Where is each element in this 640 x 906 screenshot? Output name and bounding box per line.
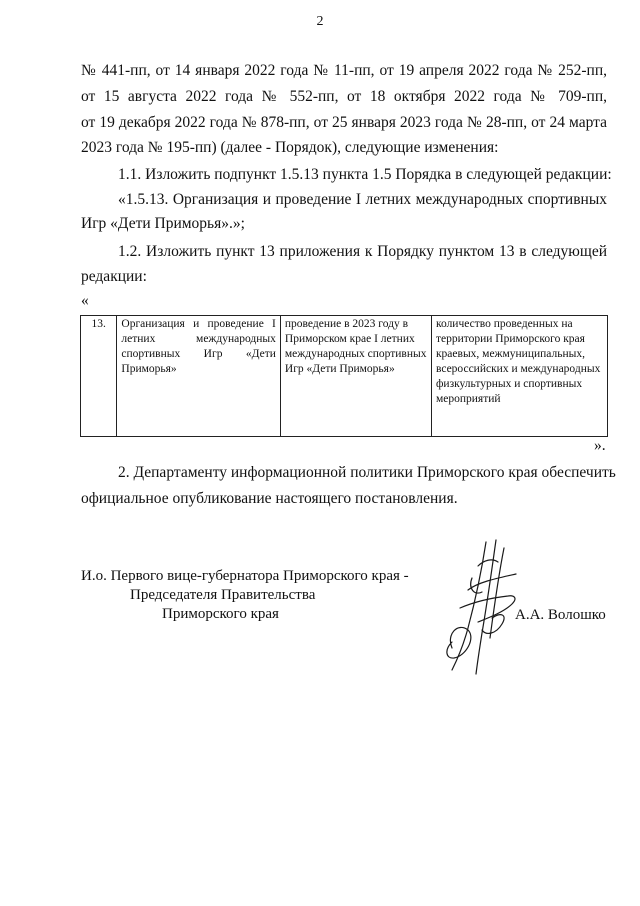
appendix-table: [80, 315, 608, 437]
body-line-3: от 19 декабря 2022 года № 878-пп, от 25 января 2023 года № 28-пп, от 24 марта: [81, 114, 607, 131]
item-2-line-1: 2. Департаменту информационной политики Приморского края обеспечить: [118, 464, 616, 481]
signatory-role-line-3: Приморского края: [162, 606, 279, 622]
body-line-4: 2023 года № 195-пп) (далее - Порядок), следующие изменения:: [81, 139, 499, 156]
signatory-role-line-1: И.о. Первого вице-губернатора Приморского края -: [81, 568, 409, 584]
body-line-2: от 15 августа 2022 года № 552-пп, от 18 октября 2022 года № 709-пп,: [81, 88, 607, 105]
page-number: 2: [316, 14, 324, 29]
quote-open: «: [81, 292, 89, 309]
item-1-1-text-line-1: «1.5.13. Организация и проведение I летних международных спортивных: [118, 191, 607, 208]
item-1-1-text-line-2: Игр «Дети Приморья».»;: [81, 215, 245, 232]
signatory-role-line-2: Председателя Правительства: [130, 587, 316, 603]
item-2-line-2: официальное опубликование настоящего постановления.: [81, 490, 458, 507]
table-cell-event: проведение в 2023 году в Приморском крае I летних международных спортивных Игр «Дети Приморья»: [280, 316, 431, 437]
item-1-2-line-2: редакции:: [81, 268, 147, 285]
item-1-1: 1.1. Изложить подпункт 1.5.13 пункта 1.5 Порядка в следующей редакции:: [118, 166, 612, 183]
body-line-1: № 441-пп, от 14 января 2022 года № 11-пп, от 19 апреля 2022 года № 252-пп,: [81, 62, 607, 79]
table-cell-number: 13.: [81, 316, 117, 437]
table-row: [81, 316, 608, 437]
table-cell-criterion: количество проведенных на территории Приморского края краевых, межмуниципальных, всероссийских и международных физкультурных и спортивных мероприятий: [431, 316, 607, 437]
table-cell-name: Организация и проведение I летних международных спортивных Игр «Дети Приморья»: [117, 316, 281, 437]
signatory-name: А.А. Волошко: [515, 607, 606, 623]
item-1-2-line-1: 1.2. Изложить пункт 13 приложения к Порядку пунктом 13 в следующей: [118, 243, 607, 260]
quote-close: ».: [594, 437, 606, 454]
